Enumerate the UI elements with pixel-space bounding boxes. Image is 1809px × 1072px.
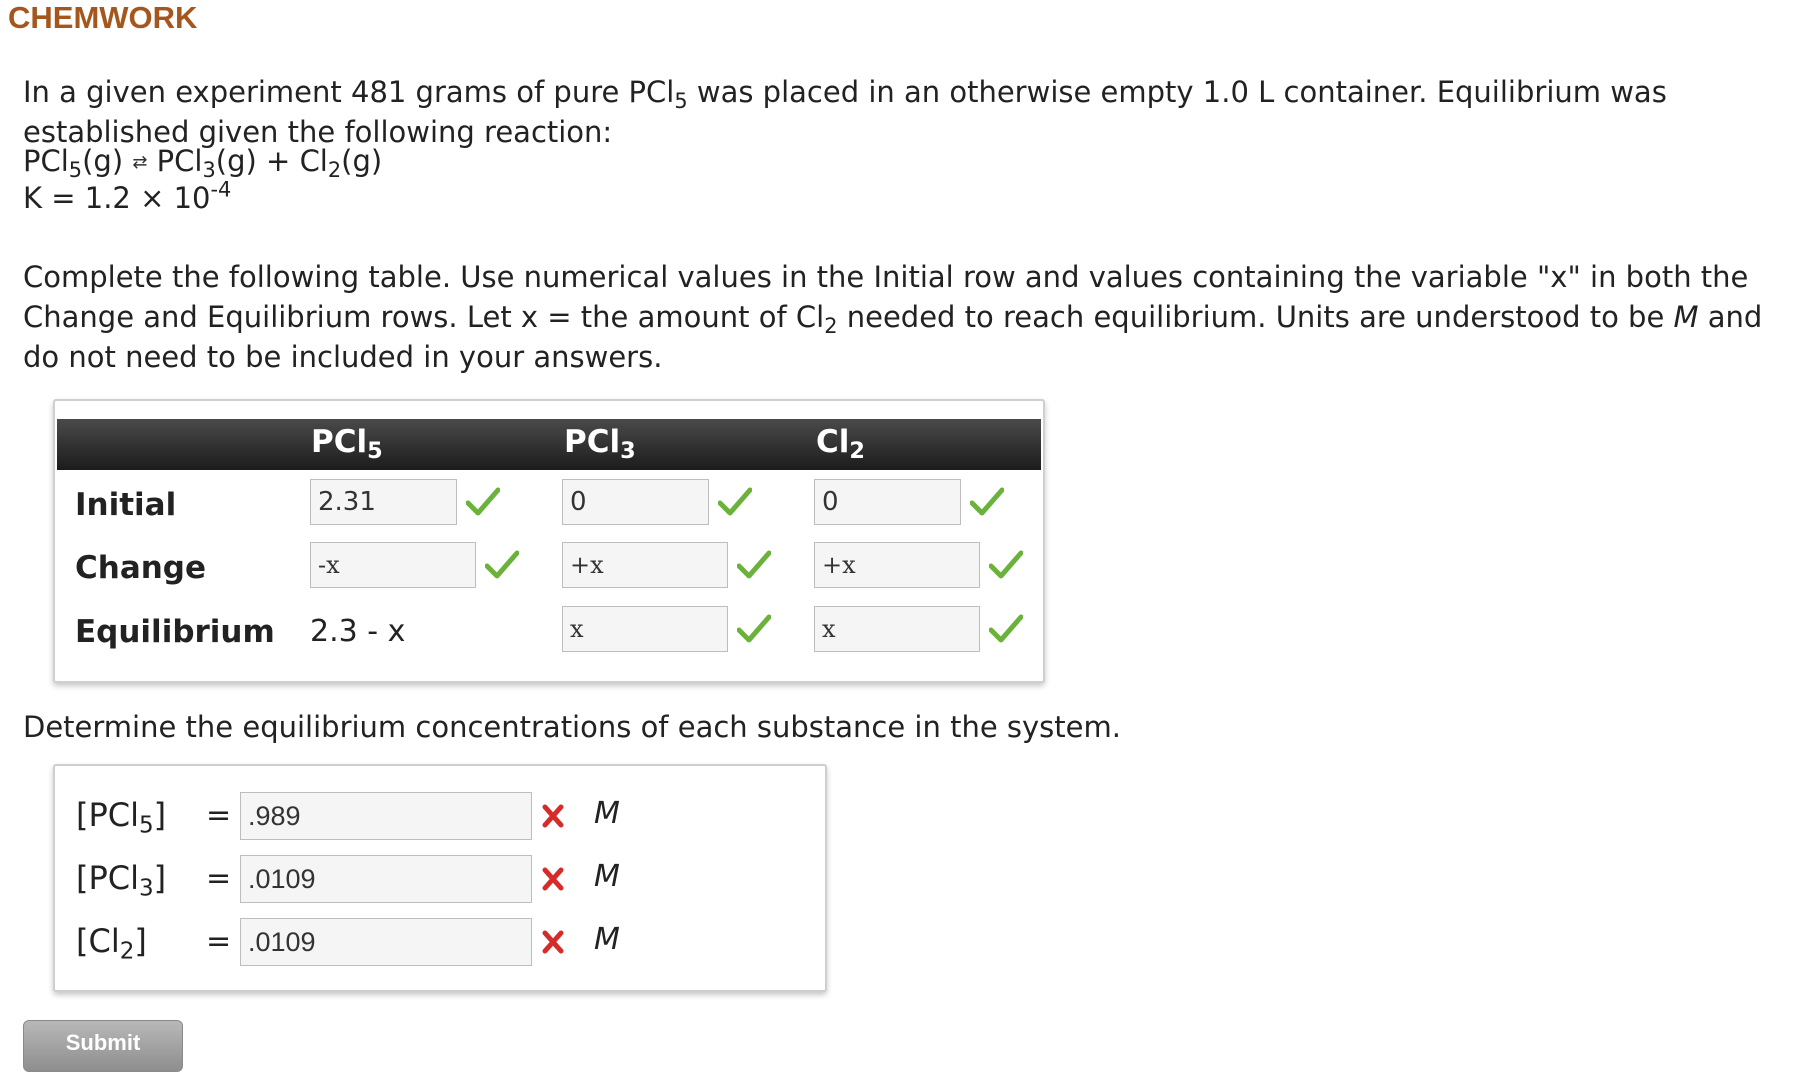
pcl3-concentration-input[interactable]: .0109 bbox=[240, 855, 532, 903]
ice-table bbox=[53, 399, 1045, 683]
checkmark-icon bbox=[485, 550, 519, 580]
equilibrium-pcl3-input[interactable]: x bbox=[562, 606, 728, 652]
column-header-cl2: $Cl_2$ bbox=[816, 424, 865, 465]
conc-label-cl2: $[Cl_2]$ bbox=[76, 922, 147, 965]
checkmark-icon bbox=[970, 487, 1004, 517]
initial-cl2-input[interactable]: 0 bbox=[814, 479, 961, 525]
x-mark-icon bbox=[540, 866, 566, 892]
checkmark-icon bbox=[737, 614, 771, 644]
equals-sign: = bbox=[206, 861, 232, 896]
checkmark-icon bbox=[466, 487, 500, 517]
equilibrium-arrow-icon: ⇄ bbox=[132, 152, 148, 173]
x-mark-icon bbox=[540, 803, 566, 829]
instructions-text: Complete the following table. Use numerical values in the Initial row and values containing the variable "x" in both the Change and Equilibrium rows. Let x = the amount of $Cl_2$ needed to reach equilibrium. Units are understood to be M and do not need to be included in your answers. bbox=[23, 260, 1763, 374]
intro-text: In a given experiment 481 grams of pure PCl$_5$ was placed in an otherwise empty 1.0 L container. Equilibrium was established given the following reaction: bbox=[23, 75, 1667, 149]
submit-button[interactable]: Submit bbox=[23, 1020, 183, 1072]
equals-sign: = bbox=[206, 924, 232, 959]
initial-pcl5-input[interactable]: 2.31 bbox=[310, 479, 457, 525]
pcl5-concentration-input[interactable]: .989 bbox=[240, 792, 532, 840]
conc-label-pcl3: [PCl$_3$] bbox=[76, 859, 167, 902]
change-cl2-input[interactable]: +x bbox=[814, 542, 980, 588]
change-pcl3-input[interactable]: +x bbox=[562, 542, 728, 588]
unit-label: M bbox=[594, 796, 620, 831]
k-constant: $K = 1.2 \times 10^{-4}$ bbox=[23, 177, 232, 215]
checkmark-icon bbox=[989, 614, 1023, 644]
x-mark-icon bbox=[540, 929, 566, 955]
concentrations-panel bbox=[53, 764, 827, 992]
unit-label: M bbox=[594, 859, 620, 894]
checkmark-icon bbox=[737, 550, 771, 580]
column-header-pcl3: PCl$_3$ bbox=[564, 424, 636, 465]
initial-pcl3-input[interactable]: 0 bbox=[562, 479, 709, 525]
unit-label: M bbox=[594, 922, 620, 957]
checkmark-icon bbox=[989, 550, 1023, 580]
ice-table-header bbox=[57, 419, 1041, 470]
cl2-concentration-input[interactable]: .0109 bbox=[240, 918, 532, 966]
checkmark-icon bbox=[718, 487, 752, 517]
conc-label-pcl5: [PCl$_5$] bbox=[76, 796, 167, 839]
row-label-change: Change bbox=[75, 550, 207, 586]
equals-sign: = bbox=[206, 798, 232, 833]
equilibrium-cl2-input[interactable]: x bbox=[814, 606, 980, 652]
equilibrium-pcl5-value: 2.3 - x bbox=[310, 614, 406, 649]
determine-text: Determine the equilibrium concentrations of each substance in the system. bbox=[23, 710, 1121, 744]
reaction-equation: PCl$_5$(g) ⇄ $PCl_3(g) + Cl_2(g)$ bbox=[23, 144, 383, 182]
column-header-pcl5: PCl$_5$ bbox=[311, 424, 383, 465]
change-pcl5-input[interactable]: -x bbox=[310, 542, 476, 588]
app-brand: CHEMWORK bbox=[8, 0, 198, 35]
row-label-equilibrium: Equilibrium bbox=[75, 614, 275, 650]
row-label-initial: Initial bbox=[75, 487, 177, 523]
